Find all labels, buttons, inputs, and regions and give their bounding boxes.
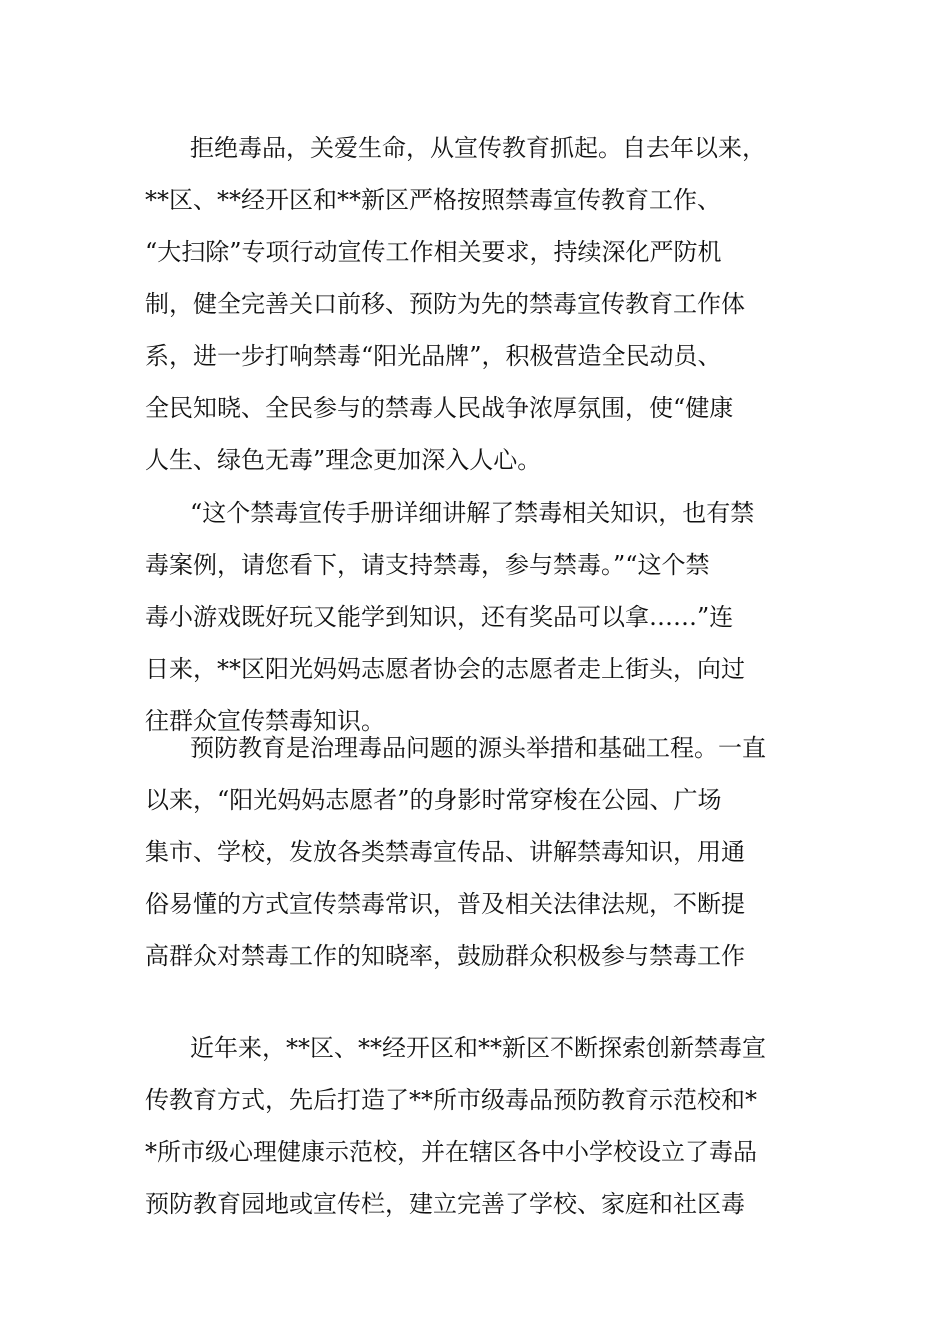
text-line: **区、**经开区和**新区严格按照禁毒宣传教育工作、 <box>145 186 721 214</box>
text-line: *所市级心理健康示范校，并在辖区各中小学校设立了毒品 <box>145 1138 757 1166</box>
text-line: 制，健全完善关口前移、预防为先的禁毒宣传教育工作体 <box>145 290 745 318</box>
text-line: 高群众对禁毒工作的知晓率，鼓励群众积极参与禁毒工作 <box>145 942 745 970</box>
paragraph-1 <box>145 122 810 486</box>
text-line: 拒绝毒品，关爱生命，从宣传教育抓起。自去年以来， <box>190 134 766 162</box>
text-line: 人生、绿色无毒”理念更加深入人心。 <box>145 446 542 474</box>
paragraph-4 <box>145 1022 810 1230</box>
text-line: 系，进一步打响禁毒“阳光品牌”，积极营造全民动员、 <box>145 342 722 370</box>
text-line: 近年来，**区、**经开区和**新区不断探索创新禁毒宣 <box>190 1034 766 1062</box>
text-line: 日来，**区阳光妈妈志愿者协会的志愿者走上街头，向过 <box>145 655 745 683</box>
text-line: 预防教育园地或宣传栏，建立完善了学校、家庭和社区毒 <box>145 1190 745 1218</box>
text-line: 全民知晓、全民参与的禁毒人民战争浓厚氛围，使“健康 <box>145 394 734 422</box>
text-line: 俗易懂的方式宣传禁毒常识，普及相关法律法规，不断提 <box>145 890 745 918</box>
text-line: 毒案例，请您看下，请支持禁毒，参与禁毒。”“这个禁 <box>145 551 710 579</box>
text-line: 以来，“阳光妈妈志愿者”的身影时常穿梭在公园、广场 <box>145 786 722 814</box>
paragraph-2 <box>145 487 810 747</box>
text-line: 往群众宣传禁毒知识。 <box>145 707 385 735</box>
text-line: “这个禁毒宣传手册详细讲解了禁毒相关知识，也有禁 <box>190 499 755 527</box>
paragraph-3 <box>145 722 810 982</box>
text-line: 预防教育是治理毒品问题的源头举措和基础工程。一直 <box>190 734 766 762</box>
text-line: “大扫除”专项行动宣传工作相关要求，持续深化严防机 <box>145 238 722 266</box>
text-line: 传教育方式，先后打造了**所市级毒品预防教育示范校和* <box>145 1086 757 1114</box>
text-line: 集市、学校，发放各类禁毒宣传品、讲解禁毒知识，用通 <box>145 838 745 866</box>
text-line: 毒小游戏既好玩又能学到知识，还有奖品可以拿……”连 <box>145 603 734 631</box>
